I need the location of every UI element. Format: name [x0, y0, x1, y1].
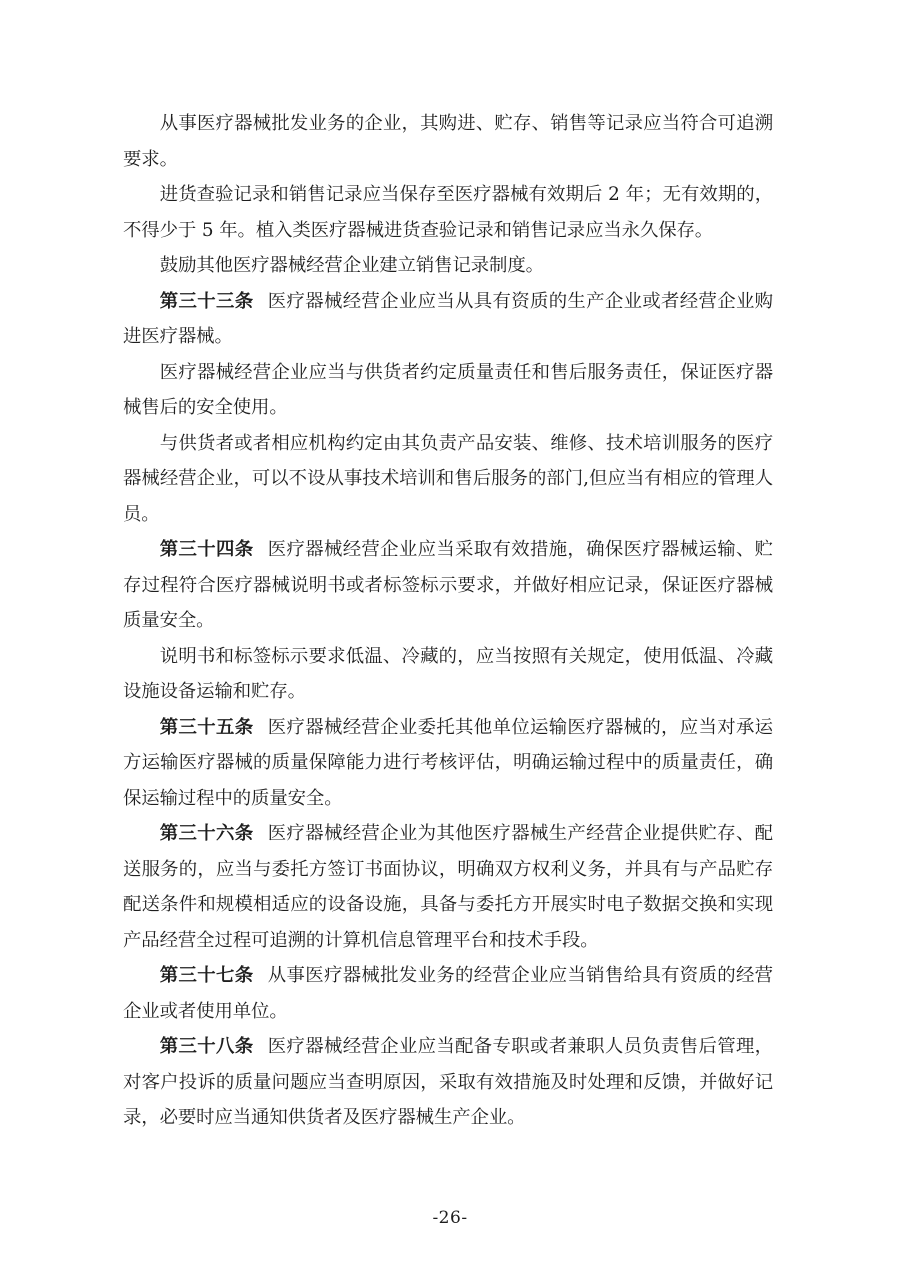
article-number: 第三十六条 [159, 823, 254, 844]
article-number: 第三十五条 [159, 716, 254, 738]
paragraph [123, 816, 773, 958]
paragraph [123, 958, 773, 1029]
document-body [123, 106, 773, 1136]
paragraph [123, 710, 773, 817]
page-number-label: -26- [432, 1208, 468, 1228]
paragraph-text: 医疗器械经营企业为其他医疗器械生产经营企业提供贮存、配送服务的，应当与委托方签订书面协议，明确双方权利义务，并具有与产品贮存配送条件和规模相适应的设备设施，具备与委托方开展实时电子数据交换和实现产品经营全过程可追溯的计算机信息管理平台和技术手段。 [123, 823, 773, 951]
paragraph: 与供货者或者相应机构约定由其负责产品安装、维修、技术培训服务的医疗器械经营企业，可以不设从事技术培训和售后服务的部门,但应当有相应的管理人员。 [123, 432, 773, 525]
article-number: 第三十三条 [159, 290, 254, 312]
paragraph: 从事医疗器械批发业务的企业，其购进、贮存、销售等记录应当符合可追溯要求。 [123, 113, 773, 170]
paragraph: 说明书和标签标示要求低温、冷藏的，应当按照有关规定，使用低温、冷藏设施设备运输和贮存。 [123, 645, 773, 702]
paragraph-text: 医疗器械经营企业应当从具有资质的生产企业或者经营企业购进医疗器械。 [123, 290, 773, 347]
paragraph-text: 医疗器械经营企业委托其他单位运输医疗器械的，应当对承运方运输医疗器械的质量保障能力进行考核评估，明确运输过程中的质量责任，确保运输过程中的质量安全。 [123, 716, 773, 809]
paragraph [123, 284, 773, 355]
paragraph: 医疗器械经营企业应当与供货者约定质量责任和售后服务责任，保证医疗器械售后的安全使用。 [123, 361, 773, 418]
paragraph: 进货查验记录和销售记录应当保存至医疗器械有效期后 2 年；无有效期的，不得少于 5 年。植入类医疗器械进货查验记录和销售记录应当永久保存。 [123, 184, 773, 241]
article-number: 第三十八条 [159, 1036, 254, 1057]
paragraph: 鼓励其他医疗器械经营企业建立销售记录制度。 [159, 255, 544, 276]
paragraph [123, 1029, 773, 1136]
paragraph-text: 从事医疗器械批发业务的经营企业应当销售给具有资质的经营企业或者使用单位。 [123, 965, 773, 1022]
article-number: 第三十七条 [159, 965, 254, 986]
article-number: 第三十四条 [159, 539, 254, 560]
paragraph-text: 医疗器械经营企业应当配备专职或者兼职人员负责售后管理，对客户投诉的质量问题应当查明原因，采取有效措施及时处理和反馈，并做好记录，必要时应当通知供货者及医疗器械生产企业。 [123, 1036, 773, 1128]
paragraph-text: 医疗器械经营企业应当采取有效措施，确保医疗器械运输、贮存过程符合医疗器械说明书或者标签标示要求，并做好相应记录，保证医疗器械质量安全。 [123, 539, 773, 631]
paragraph [123, 532, 773, 639]
